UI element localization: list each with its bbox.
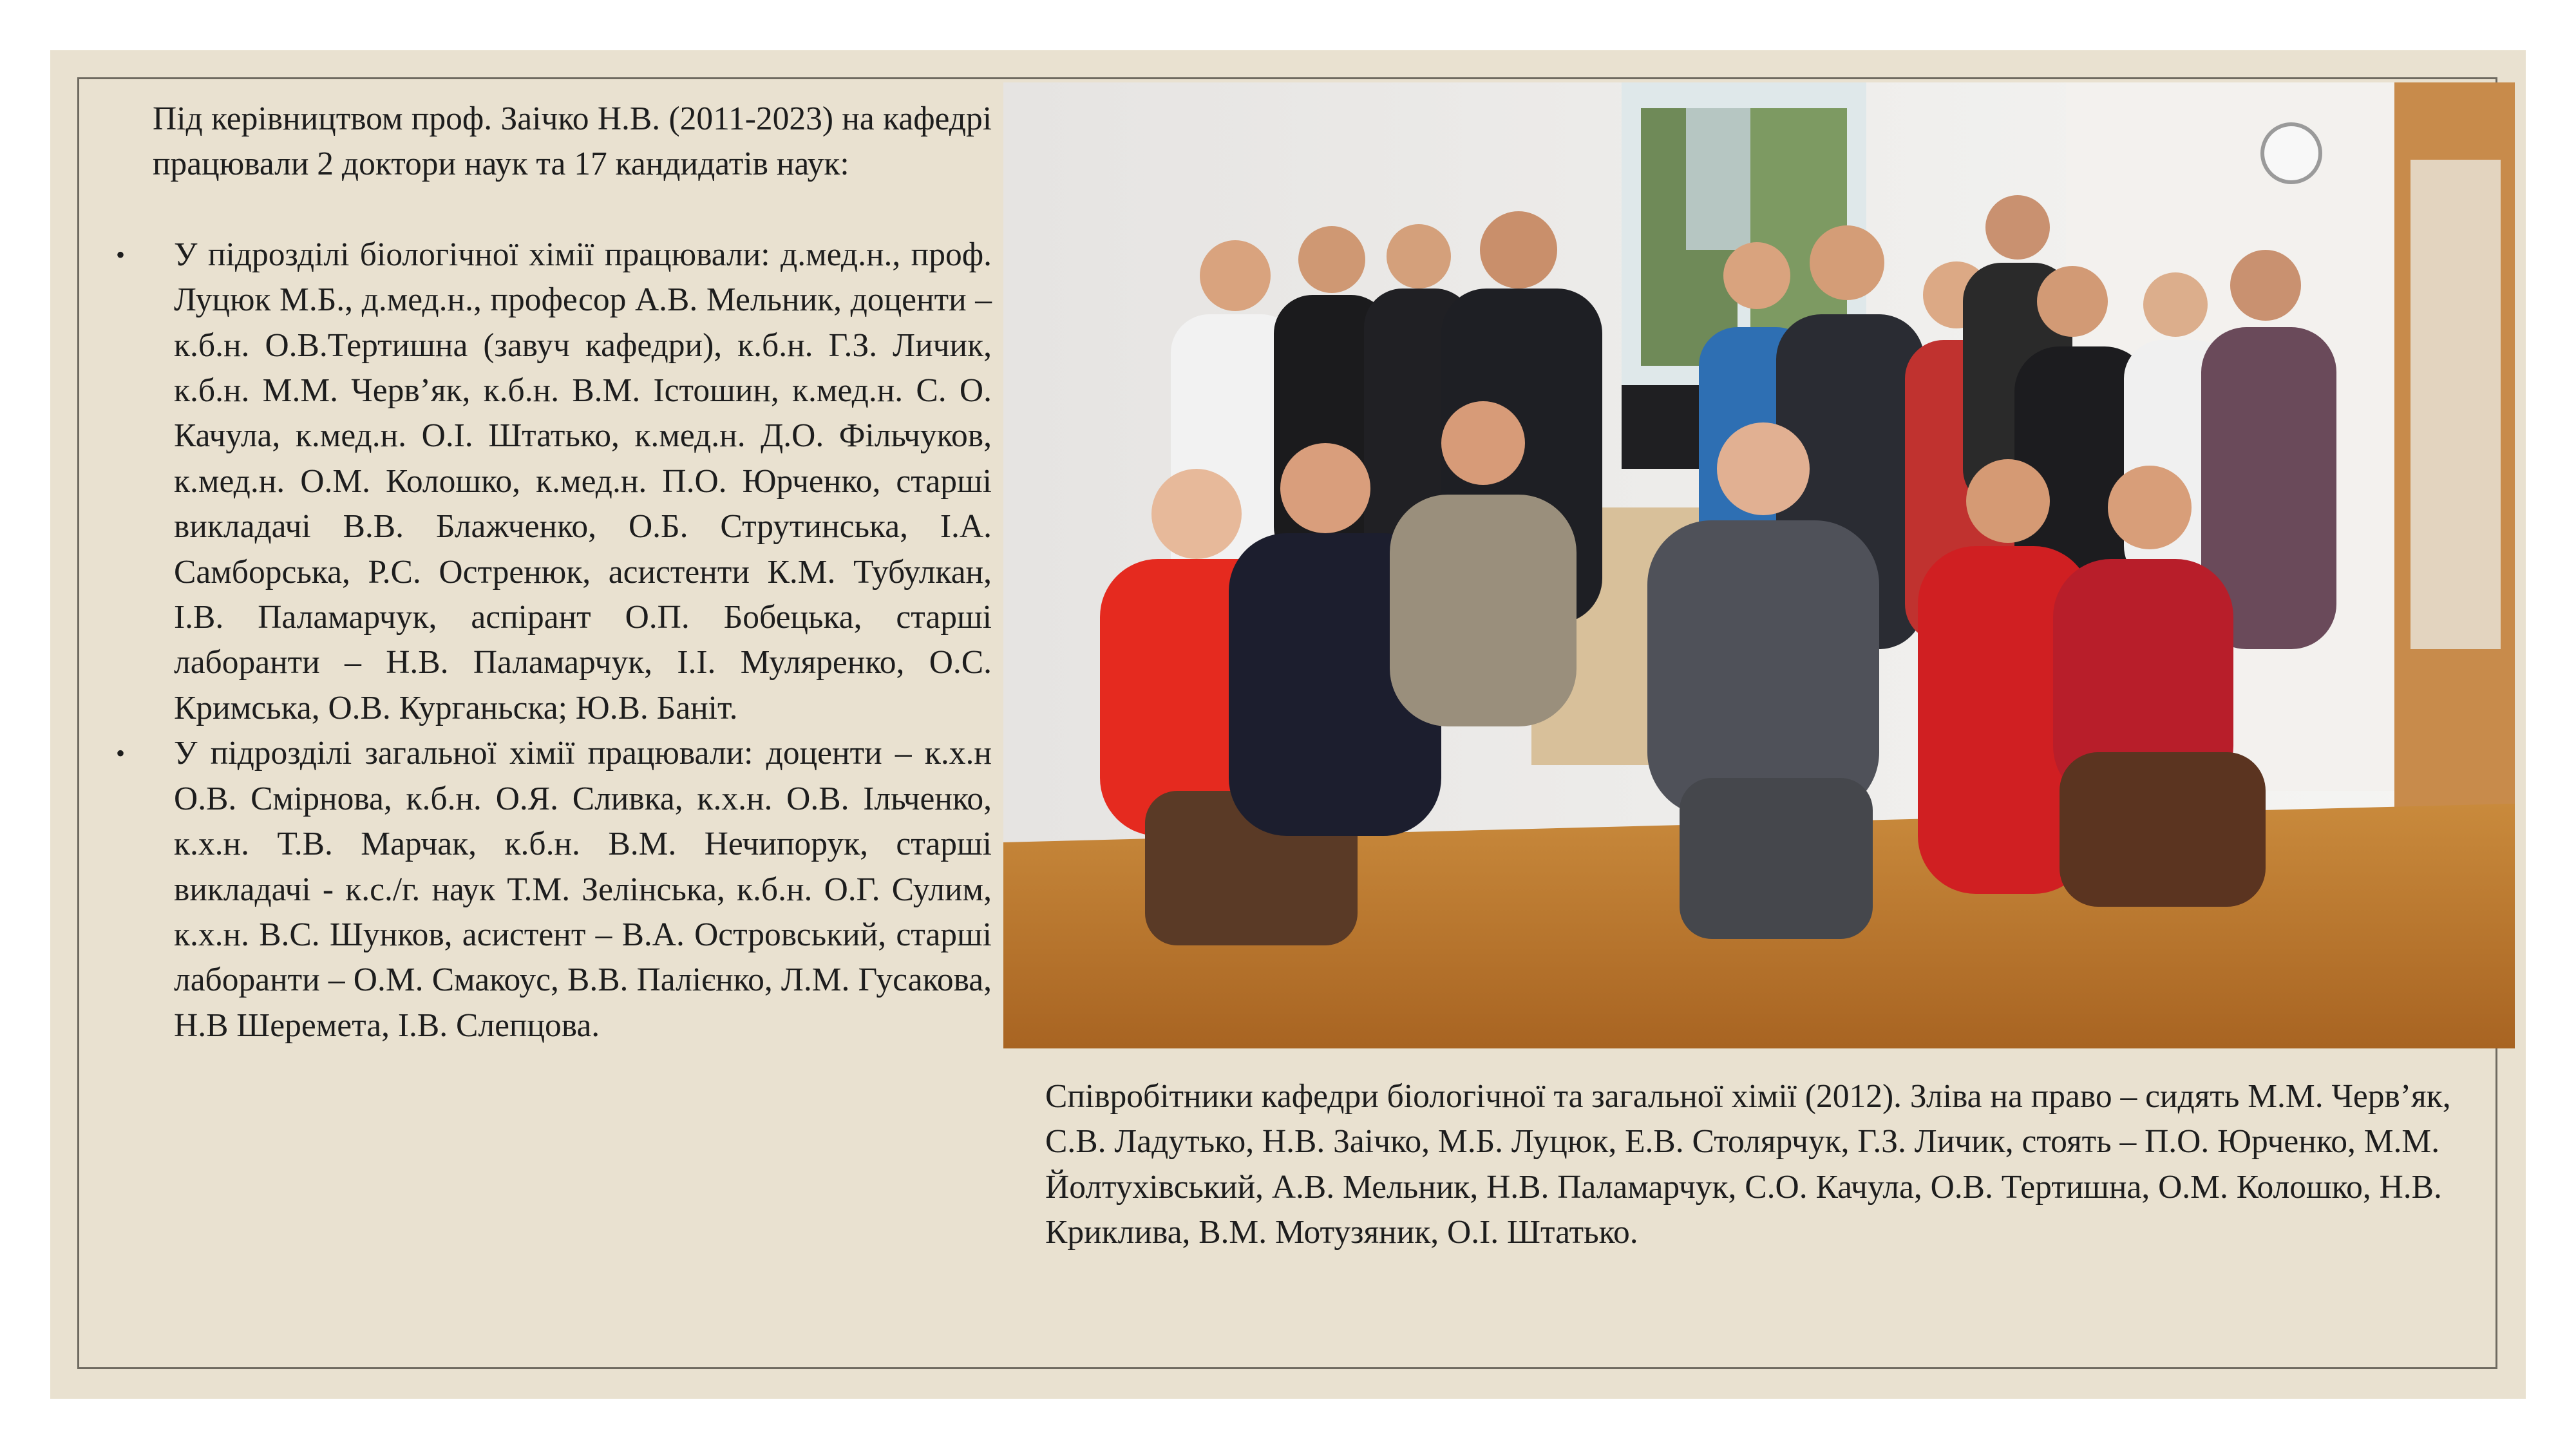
bullet-marker: • bbox=[116, 240, 126, 269]
photo-caption: Співробітники кафедри біологічної та загальної хімії (2012). Зліва на право – сидять М.М. Черв’як, С.В. Ладутько, Н.В. Заічко, М.Б. Луцюк, Е.В. Столярчук, Г.З. Личик, стоять – П.О. Юрченко, М.М. Йолтухівський, А.В. Мельник, Н.В. Паламарчук, С.О. Качула, О.В. Тертишна, О.М. Колошко, Н.В. Криклива, В.М. Мотузяник, О.І. Штатько. bbox=[1045, 1078, 2451, 1251]
group-photo-illustration bbox=[1003, 82, 2515, 1048]
slide bbox=[50, 50, 2526, 1399]
staff-list bbox=[116, 232, 992, 1048]
list-item-biochemistry bbox=[116, 232, 992, 731]
text-column bbox=[116, 97, 992, 1048]
list-item-general-chemistry bbox=[116, 731, 992, 1048]
bullet-marker: • bbox=[116, 739, 126, 768]
intro-paragraph: Під керівництвом проф. Заічко Н.В. (2011-2023) на кафедрі працювали 2 доктори наук та 17 кандидатів наук: bbox=[153, 100, 992, 183]
list-item-text: У підрозділі загальної хімії працювали: доценти – к.х.н О.В. Смірнова, к.б.н. О.Я. Сливка, к.х.н. О.В. Ільченко, к.х.н. Т.В. Марчак, к.б.н. В.М. Нечипорук, старші викладачі - к.с./г. наук Т.М. Зелінська, к.б.н. О.Г. Сулим, к.х.н. В.С. Шунков, асистент – В.А. Островський, старші лаборанти – О.М. Смакоус, В.В. Палієнко, Л.М. Гусакова, Н.В Шеремета, І.В. Слепцова. bbox=[174, 735, 992, 1044]
list-item-text: У підрозділі біологічної хімії працювали: д.мед.н., проф. Луцюк М.Б., д.мед.н., професор А.В. Мельник, доценти – к.б.н. О.В.Тертишна (завуч кафедри), к.б.н. Г.З. Личик, к.б.н. М.М. Черв’як, к.б.н. В.М. Істошин, к.мед.н. С. О. Качула, к.мед.н. О.І. Штатько, к.мед.н. Д.О. Фільчуков, к.мед.н. О.М. Колошко, к.мед.н. П.О. Юрченко, старші викладачі В.В. Блажченко, О.Б. Струтинська, І.А. Самборська, Р.С. Остренюк, асистенти К.М. Тубулкан, І.В. Паламарчук, аспірант О.П. Бобецька, старші лаборанти – Н.В. Паламарчук, І.І. Муляренко, О.С. Кримська, О.В. Курганьска; Ю.В. Баніт. bbox=[174, 236, 992, 726]
group-photo bbox=[1003, 82, 2515, 1048]
